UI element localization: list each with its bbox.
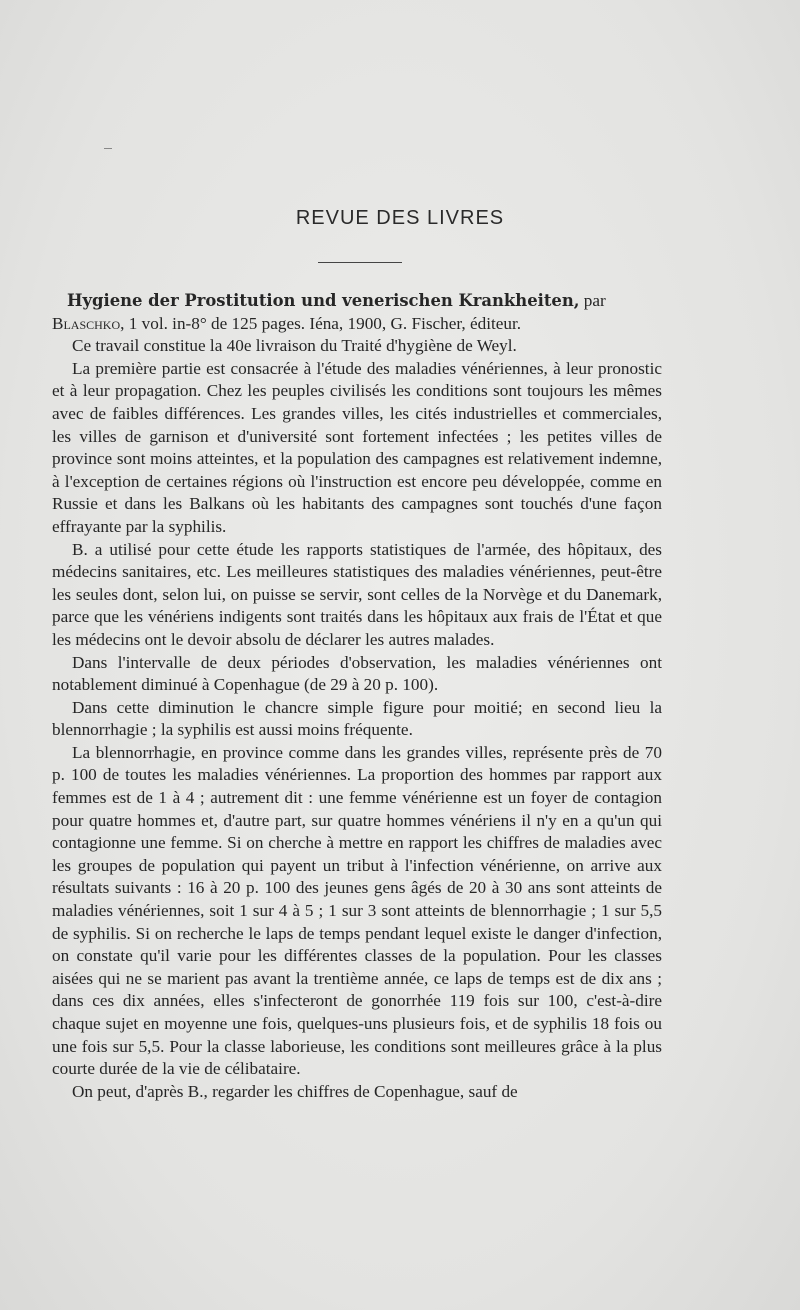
paragraph-1: Ce travail constitue la 40e livraison du Traité d'hygiène de Weyl. <box>72 336 517 356</box>
paragraph-4: Dans l'intervalle de deux périodes d'observation, les maladies vénériennes ont notablement diminué à Copenhague (de 29 à 20 p. 100). <box>52 652 662 695</box>
margin-mark <box>104 148 112 149</box>
book-title: Hygiene der Prostitution und venerischen Krankheiten, <box>67 291 580 310</box>
citation-by: par <box>579 291 606 310</box>
book-author: Blaschko <box>52 313 121 333</box>
publication-details: , 1 vol. in-8° de 125 pages. Iéna, 1900, G. Fischer, éditeur. <box>120 313 522 333</box>
paragraph-5: Dans cette diminution le chancre simple figure pour moitié; en second lieu la blennorrhagie ; la syphilis est aussi moins fréquente. <box>52 697 662 740</box>
heading-rule <box>318 262 402 263</box>
paragraph-6: La blennorrhagie, en province comme dans les grandes villes, représente près de 70 p. 100 de toutes les maladies vénériennes. La proportion des hommes par rapport aux femmes est de 1 à 4 ; autrement dit : une femme vénérienne est un foyer de contagion pour quatre hommes et, d'autre part, sur quatre hommes vénériens il n'y en a qu'un qui contagionne une femme. Si on cherche à mettre en rapport les chiffres de maladies avec les groupes de population qui payent un tribut à l'infection vénérienne, on arrive aux résultats suivants : 16 à 20 p. 100 des jeunes gens âgés de 20 à 30 ans sont atteints de maladies vénériennes, soit 1 sur 4 à 5 ; 1 sur 3 sont atteints de blennorrhagie ; 1 sur 5,5 de syphilis. Si on recherche le laps de temps pendant lequel existe le danger d'infection, on constate qu'il varie pour les différentes classes de la population. Pour les classes aisées qui ne se marient pas avant la trentième année, ce laps de temps est de dix ans ; dans ces dix années, elles s'infecteront de gonorrhée 119 fois sur 100, c'est-à-dire chaque sujet en moyenne une fois, quelques-uns plusieurs fois, et de syphilis 18 fois ou une fois sur 5,5. Pour la classe laborieuse, les conditions sont meilleures grâce à la plus courte durée de la vie de célibataire. <box>52 742 662 1079</box>
paragraph-3: B. a utilisé pour cette étude les rapports statistiques de l'armée, des hôpitaux, des médecins sanitaires, etc. Les meilleures statistiques des maladies vénériennes, peut-être les seules dont, selon lui, on puisse se servir, sont celles de la Norvège et du Danemark, parce que les vénériens indigents sont traités dans les hôpitaux aux frais de l'État et que les médecins ont le devoir absolu de déclarer les autres malades. <box>52 539 662 649</box>
paragraph-2: La première partie est consacrée à l'étude des maladies vénériennes, à leur pronostic et à leur propagation. Chez les peuples civilisés les conditions sont toujours les mêmes avec de faibles différences. Les grandes villes, les cités industrielles et commerciales, les villes de garnison et d'université sont fortement infectées ; les petites villes de province sont moins atteintes, et la population des campagnes est relativement indemne, à l'exception de certaines régions où l'instruction est encore peu développée, comme en Russie et dans les Balkans où les habitants des campagnes sont touchés d'une façon effrayante par la syphilis. <box>52 358 662 536</box>
section-heading: REVUE DES LIVRES <box>295 207 505 229</box>
book-citation <box>52 290 662 335</box>
article-body <box>52 290 662 1103</box>
paragraph-7: On peut, d'après B., regarder les chiffres de Copenhague, sauf de <box>72 1081 518 1101</box>
